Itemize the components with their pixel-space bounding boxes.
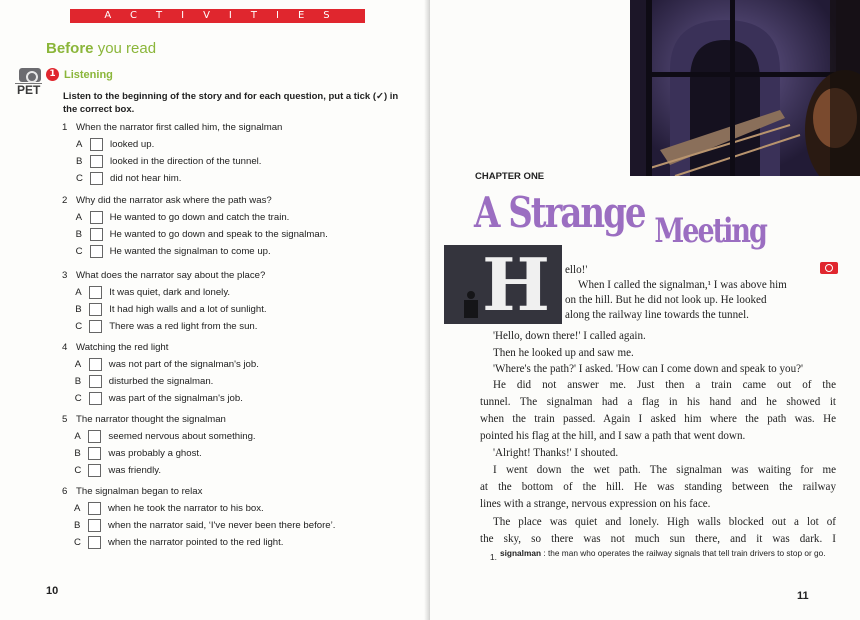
story-line: 'Alright! Thanks!' I shouted.: [493, 447, 619, 459]
story-line: lines with a strange, nervous expression on his face.: [480, 498, 711, 510]
story-line: Then he looked up and saw me.: [493, 347, 634, 359]
question-text: The signalman began to relax: [76, 486, 203, 497]
tick-box[interactable]: [90, 172, 103, 185]
footnote-term: signalman: [500, 548, 542, 558]
story-line: tunnel. The signalman had a flag in his hand and he showed it: [480, 396, 836, 408]
answer-option: [76, 211, 290, 224]
story-line: pointed his flag at the hill, and I saw a path that went down.: [480, 430, 746, 442]
story-line: at the bottom of the hill. He was standing between the railway: [480, 481, 836, 493]
tick-box[interactable]: [90, 245, 103, 258]
option-text: looked in the direction of the tunnel.: [110, 156, 262, 167]
option-letter: C: [74, 537, 81, 548]
answer-option: [75, 320, 257, 333]
question-number: 6: [62, 486, 68, 497]
question: [62, 342, 168, 353]
tick-box[interactable]: [88, 536, 101, 549]
tick-box[interactable]: [90, 138, 103, 151]
option-text: was probably a ghost.: [108, 448, 202, 459]
tick-box[interactable]: [89, 375, 102, 388]
option-text: He wanted the signalman to come up.: [109, 246, 271, 257]
exercise-number: 1: [46, 68, 59, 81]
story-line: 'Hello, down there!' I called again.: [493, 330, 646, 342]
answer-option: [75, 303, 266, 316]
option-text: He wanted to go down and speak to the signalman.: [109, 229, 328, 240]
question-text: Watching the red light: [76, 342, 169, 353]
question-text: When the narrator first called him, the signalman: [76, 122, 283, 133]
tunnel-window-illustration: [630, 0, 860, 176]
answer-option: [74, 464, 161, 477]
option-text: was friendly.: [108, 465, 161, 476]
answer-option: [76, 138, 154, 151]
section-title-rest: you read: [97, 40, 157, 57]
tick-box[interactable]: [89, 286, 102, 299]
answer-option: [76, 155, 261, 168]
tick-box[interactable]: [90, 211, 103, 224]
tick-box[interactable]: [89, 358, 102, 371]
left-page: [0, 0, 428, 620]
tick-box[interactable]: [89, 392, 102, 405]
option-text: He wanted to go down and catch the train.: [109, 212, 290, 223]
question: [62, 486, 202, 497]
pet-badge: PET: [17, 83, 41, 97]
option-letter: C: [75, 246, 83, 257]
story-line: He did not answer me. Just then a train came out of the: [493, 379, 836, 391]
tick-box[interactable]: [88, 430, 101, 443]
option-text: when the narrator said, ‘I've never been there before’.: [108, 520, 336, 531]
chapter-label: CHAPTER ONE: [475, 171, 545, 182]
question-number: 1: [62, 122, 68, 133]
option-letter: A: [75, 212, 82, 223]
drop-cap-letter: H: [482, 245, 551, 324]
footnote: [490, 548, 845, 562]
tick-box[interactable]: [89, 320, 102, 333]
question-text: The narrator thought the signalman: [76, 414, 226, 425]
question: [62, 414, 226, 425]
story-line: I went down the wet path. The signalman was waiting for me: [493, 464, 836, 476]
question: [62, 195, 272, 206]
cd-icon: [19, 68, 41, 82]
answer-option: [74, 502, 264, 515]
question: [62, 122, 282, 133]
option-text: It was quiet, dark and lonely.: [109, 287, 231, 298]
option-letter: A: [76, 139, 83, 150]
option-letter: C: [74, 465, 82, 476]
tick-box[interactable]: [88, 502, 101, 515]
answer-option: [75, 286, 230, 299]
answer-option: [74, 519, 335, 532]
answer-option: [75, 358, 259, 371]
activities-banner: ACTIVITIES: [70, 9, 365, 23]
page-number-right: 11: [797, 590, 809, 602]
option-letter: C: [76, 173, 83, 184]
section-title: [46, 40, 156, 57]
option-letter: A: [75, 287, 82, 298]
answer-option: [76, 172, 181, 185]
tick-box[interactable]: [88, 447, 101, 460]
story-line: along the railway line towards the tunnel.: [565, 309, 749, 321]
option-letter: B: [74, 520, 81, 531]
chapter-title: [474, 188, 766, 251]
page-number-left: 10: [46, 585, 59, 597]
question: [62, 270, 265, 281]
option-text: There was a red light from the sun.: [109, 321, 258, 332]
footnote-number: 1.: [490, 552, 497, 562]
cd-icon: [820, 262, 838, 274]
option-letter: A: [74, 503, 81, 514]
option-text: seemed nervous about something.: [108, 431, 256, 442]
exercise-heading: [46, 68, 113, 81]
story-line: ello!': [565, 264, 588, 276]
story-line: when the train passed. Again I asked him where the path was. He: [480, 413, 836, 425]
option-letter: A: [74, 359, 82, 370]
option-text: disturbed the signalman.: [108, 376, 214, 387]
tick-box[interactable]: [88, 464, 101, 477]
exercise-instruction: Listen to the beginning of the story and for each question, put a tick (✓) in the correct box.: [63, 91, 399, 115]
option-text: when the narrator pointed to the red light.: [108, 537, 284, 548]
tick-box[interactable]: [88, 519, 101, 532]
option-letter: C: [74, 393, 82, 404]
answer-option: [74, 536, 283, 549]
tick-box[interactable]: [90, 155, 103, 168]
story-line: on the hill. But he did not look up. He looked: [565, 294, 767, 306]
right-page: [430, 0, 860, 620]
question-text: Why did the narrator ask where the path was?: [76, 195, 272, 206]
answer-option: [75, 375, 214, 388]
option-letter: B: [76, 156, 83, 167]
question-text: What does the narrator say about the place?: [76, 270, 266, 281]
story-line: The place was quiet and lonely. High walls blocked out a lot of: [493, 516, 836, 528]
story-line: the sky, so there was not much sun there, and it was dark. I: [480, 533, 836, 545]
answer-option: [76, 228, 328, 241]
story-line: When I called the signalman,¹ I was above him: [578, 279, 787, 291]
story-line: 'Where's the path?' I asked. 'How can I come down and speak to you?': [493, 363, 804, 375]
option-text: was part of the signalman's job.: [108, 393, 243, 404]
option-letter: B: [74, 448, 81, 459]
option-letter: B: [75, 229, 82, 240]
option-text: was not part of the signalman's job.: [108, 359, 259, 370]
answer-option: [76, 245, 271, 258]
option-letter: B: [74, 376, 82, 387]
question-number: 4: [62, 342, 68, 353]
section-title-bold: Before: [46, 40, 94, 57]
question-number: 2: [62, 195, 68, 206]
option-text: did not hear him.: [110, 173, 182, 184]
option-letter: B: [75, 304, 82, 315]
question-number: 3: [62, 270, 68, 281]
option-letter: A: [74, 431, 81, 442]
option-letter: C: [75, 321, 83, 332]
chapter-title-line1: A Strange: [474, 188, 645, 238]
tick-box[interactable]: [90, 228, 103, 241]
option-text: It had high walls and a lot of sunlight.: [109, 304, 267, 315]
answer-option: [74, 430, 255, 443]
option-text: when he took the narrator to his box.: [108, 503, 264, 514]
exercise-title: Listening: [64, 68, 113, 81]
drop-cap: [444, 245, 562, 324]
footnote-text: : the man who operates the railway signals that tell train drivers to stop or go.: [543, 548, 826, 558]
answer-option: [75, 392, 243, 405]
option-text: looked up.: [110, 139, 155, 150]
tick-box[interactable]: [89, 303, 102, 316]
chapter-title-line2: Meeting: [654, 211, 766, 251]
question-number: 5: [62, 414, 68, 425]
answer-option: [74, 447, 201, 460]
